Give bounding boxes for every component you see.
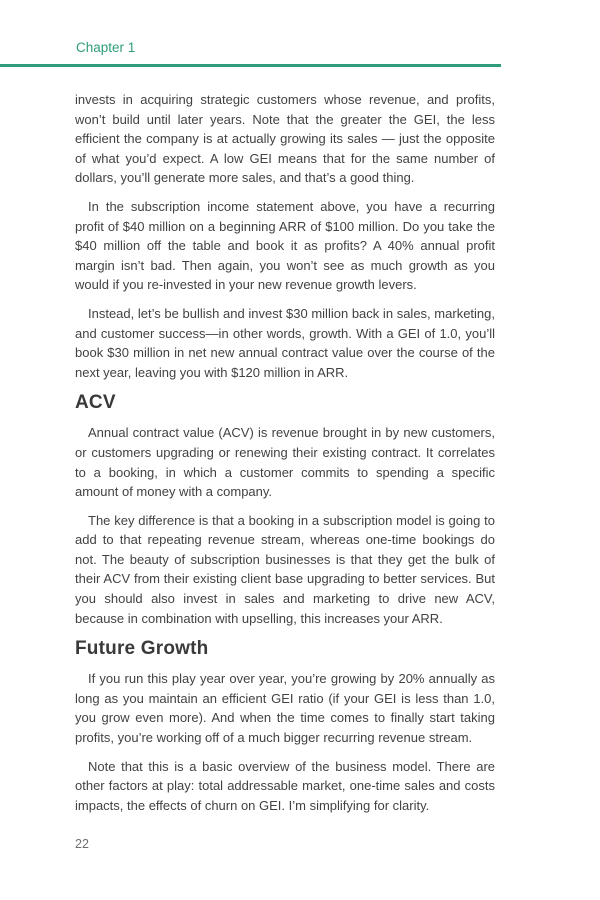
page-number: 22 bbox=[75, 837, 89, 851]
paragraph: In the subscription income statement above, you have a recurring profit of $40 million on a beginning ARR of $100 million. Do you take the $40 million off the table and book it as profits? A 40% annual profit margin isn’t bad. Then again, you won’t see as much growth as you would if you re-invested in your new revenue growth levers. bbox=[75, 198, 495, 293]
paragraph: Annual contract value (ACV) is revenue brought in by new customers, or customers upgrading or renewing their existing contract. It correlates to a booking, in which a customer commits to spending a specific amount of money with a company. bbox=[75, 425, 495, 500]
paragraph: Note that this is a basic overview of the business model. There are other factors at play: total addressable market, one-time sales and costs impacts, the effects of churn on GEI. I’m simplifying for clarity. bbox=[75, 758, 495, 813]
paragraph: Instead, let’s be bullish and invest $30 million back in sales, marketing, and customer success—in other words, growth. With a GEI of 1.0, you’ll book $30 million in net new annual contract value over the course of the next year, leaving you with $120 million in ARR. bbox=[75, 305, 495, 380]
paragraph: If you run this play year over year, you’re growing by 20% annually as long as you maintain an efficient GEI ratio (if your GEI is less than 1.0, you grow even more). And when the time comes to finally start taking profits, you’re working off of a much bigger recurring revenue stream. bbox=[75, 671, 495, 746]
chapter-rule-divider bbox=[0, 64, 501, 67]
chapter-label: Chapter 1 bbox=[76, 40, 136, 55]
page-body bbox=[75, 90, 495, 824]
paragraph: The key difference is that a booking in a subscription model is going to add to that repeating revenue stream, whereas one-time bookings do not. The beauty of subscription businesses is that they get the bulk of their ACV from their existing client base upgrading to better services. But you should also invest in sales and marketing to drive new ACV, because in combination with upselling, this increases your ARR. bbox=[75, 512, 495, 626]
section-heading-acv: ACV bbox=[75, 392, 116, 414]
section-heading-future-growth: Future Growth bbox=[75, 638, 209, 660]
paragraph: invests in acquiring strategic customers whose revenue, and profits, won’t build until later years. Note that the greater the GEI, the less efficient the company is at actually growing its sales — just the opposite of what you’d expect. A low GEI means that for the same number of dollars, you’ll generate more sales, and that’s a good thing. bbox=[75, 92, 495, 186]
